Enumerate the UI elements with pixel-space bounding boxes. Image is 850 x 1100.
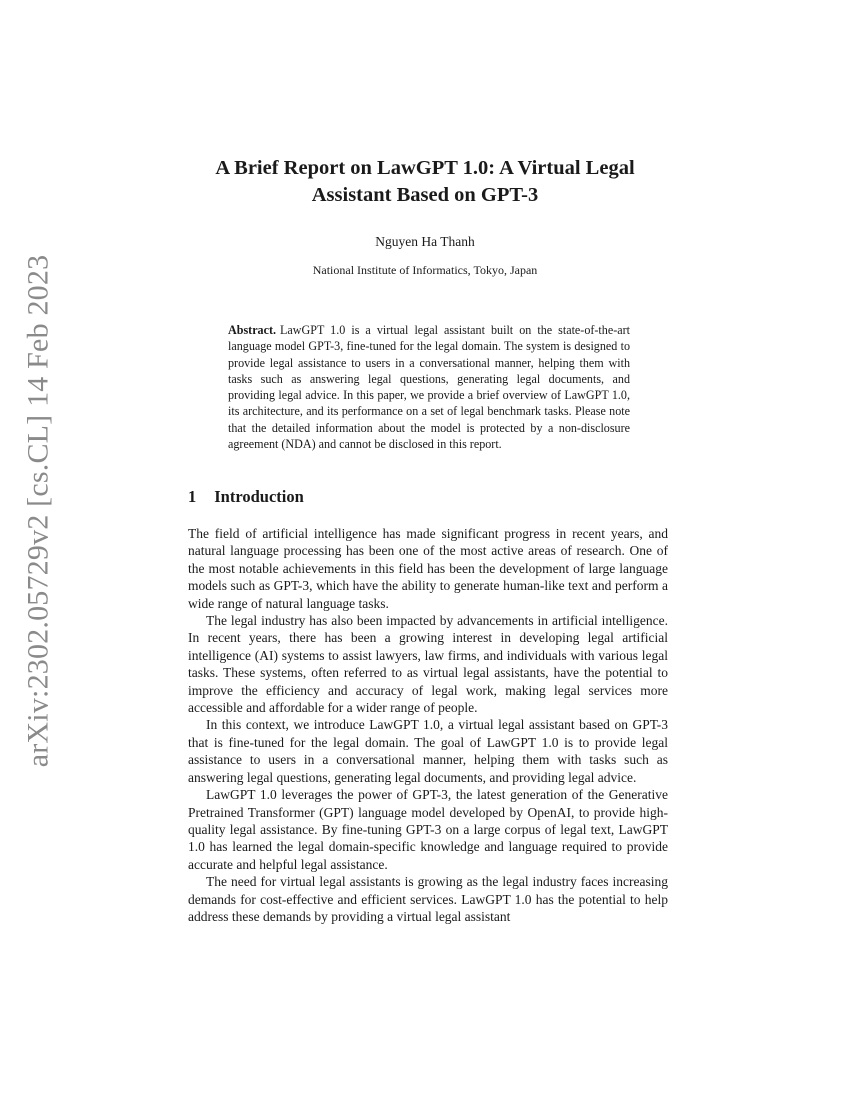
abstract-label: Abstract.: [228, 323, 277, 337]
author-name: Nguyen Ha Thanh: [375, 234, 475, 249]
paragraph: The legal industry has also been impacted by advancements in artificial intelligence. In recent years, there has been a growing interest in developing legal artificial intelligence (AI) systems to assist lawyers, law firms, and individuals with various legal tasks. These systems, often referred to as virtual legal assistants, have the potential to improve the efficiency and accuracy of legal work, making legal services more accessible and affordable for a wider range of people.: [188, 613, 668, 716]
section-heading-introduction: [188, 487, 304, 507]
paper-title: [150, 155, 700, 209]
paper-title-line-2: Assistant Based on GPT-3: [311, 184, 539, 206]
introduction-body: [188, 525, 668, 925]
author-affiliation: National Institute of Informatics, Tokyo, Japan: [312, 263, 538, 277]
paragraph: In this context, we introduce LawGPT 1.0, a virtual legal assistant based on GPT-3 that is fine-tuned for the legal domain. The goal of LawGPT 1.0 is to provide legal assistance to users in a conversational manner, helping them with tasks such as answering legal questions, generating legal documents, and providing legal advice.: [188, 717, 668, 785]
paragraph: LawGPT 1.0 leverages the power of GPT-3, the latest generation of the Generative Pretrained Transformer (GPT) language model developed by OpenAI, to provide high-quality legal assistance. By fine-tuning GPT-3 on a large corpus of legal text, LawGPT 1.0 has learned the legal domain-specific knowledge and language required to provide accurate and helpful legal assistance.: [188, 787, 668, 872]
paragraph: The field of artificial intelligence has made significant progress in recent years, and natural language processing has been one of the most active areas of research. One of the most notable achievements in this field has been the development of large language models such as GPT-3, which have the ability to generate human-like text and perform a wide range of natural language tasks.: [188, 526, 668, 611]
section-number: 1: [188, 487, 197, 506]
paragraph: The need for virtual legal assistants is growing as the legal industry faces increasing demands for cost-effective and efficient services. LawGPT 1.0 has the potential to help address these demands by providing a virtual legal assistant: [188, 874, 668, 924]
abstract: [228, 322, 630, 452]
abstract-text: LawGPT 1.0 is a virtual legal assistant built on the state-of-the-art language model GPT-3, fine-tuned for the legal domain. The system is designed to provide legal assistance to users in a conversational manner, helping them with tasks such as answering legal questions, generating legal documents, and providing legal advice. In this paper, we provide a brief overview of LawGPT 1.0, its architecture, and its performance on a set of legal benchmark tasks. Please note that the detailed information about the model is protected by a non-disclosure agreement (NDA) and cannot be disclosed in this report.: [228, 323, 630, 452]
paper-title-line-1: A Brief Report on LawGPT 1.0: A Virtual Legal: [215, 157, 635, 179]
section-title: Introduction: [214, 487, 304, 506]
arxiv-identifier-text: arXiv:2302.05729v2 [cs.CL] 14 Feb 2023: [21, 254, 55, 767]
arxiv-identifier-stamp: [16, 254, 60, 767]
